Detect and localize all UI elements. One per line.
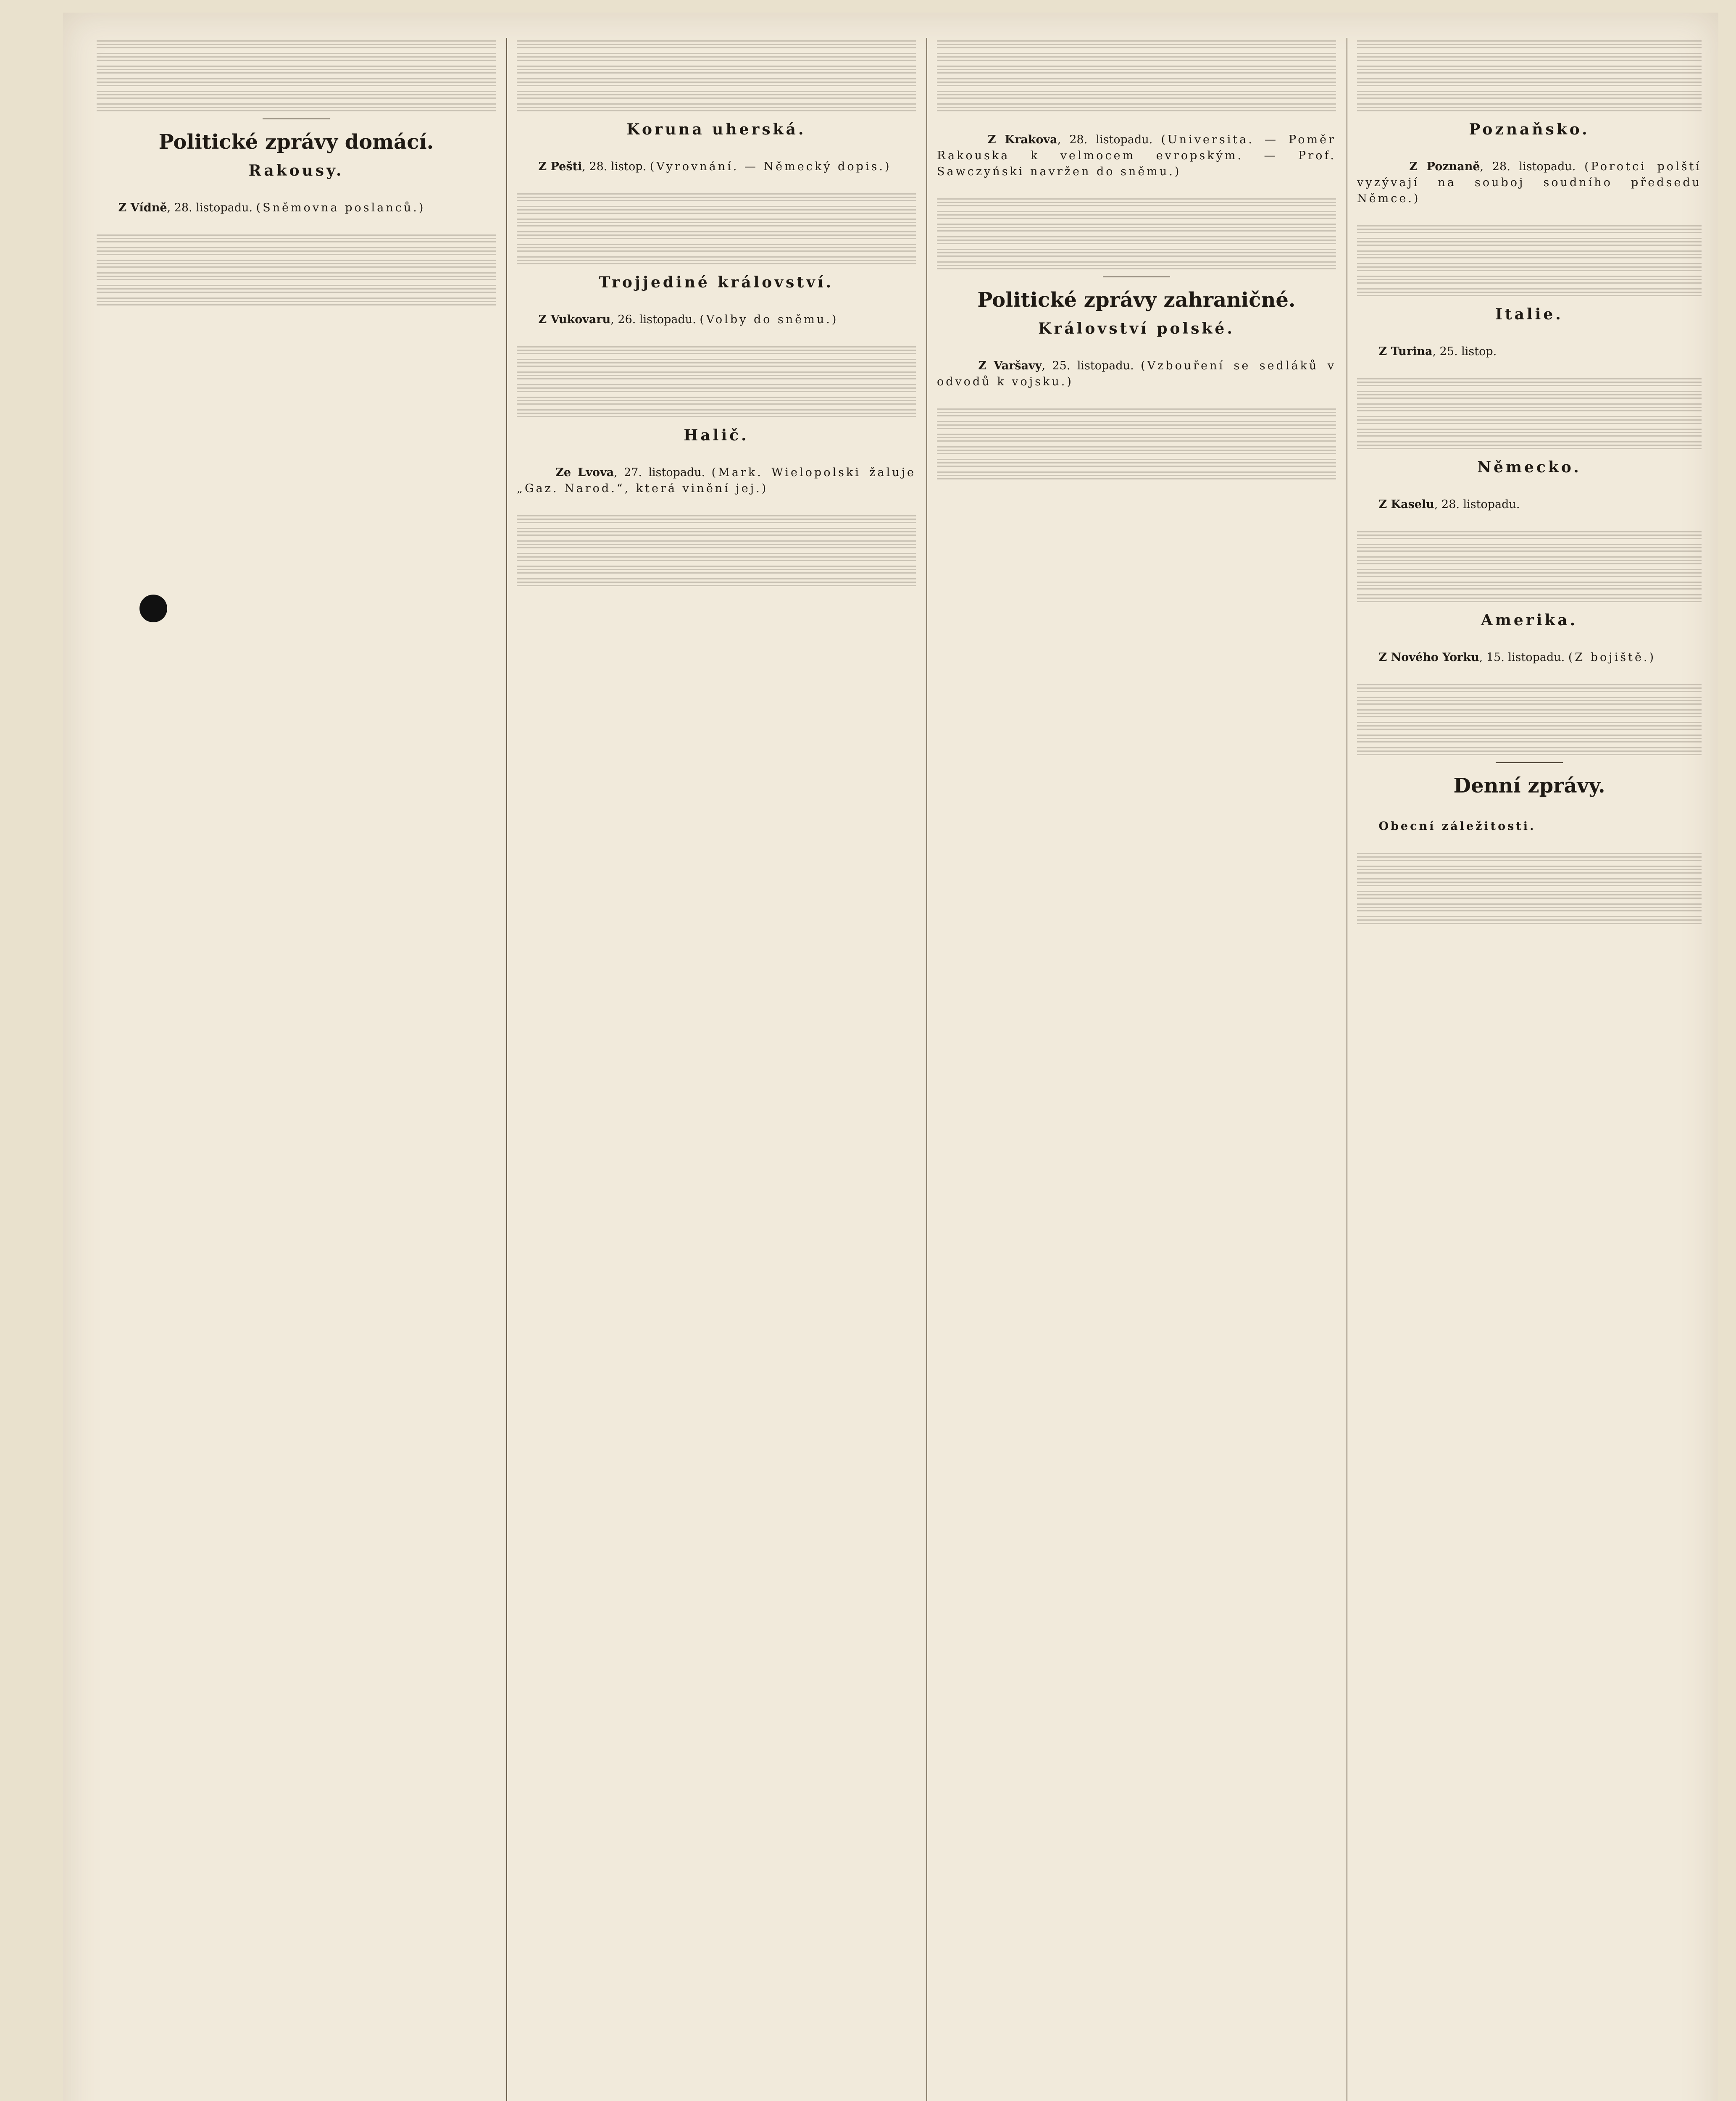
text-placeholder [1357,441,1702,451]
text-placeholder [937,66,1336,76]
text-placeholder [937,459,1336,469]
text-placeholder [517,193,916,203]
dispatch-place: Z Varšavy [978,359,1042,372]
text-placeholder [937,471,1336,482]
dispatch-date: 28. listopadu. [1069,133,1153,146]
text-placeholder [937,91,1336,101]
subsection-title: Koruna uherská. [626,121,806,138]
text-placeholder [97,103,496,113]
text-placeholder [1357,531,1702,541]
text-placeholder [1357,225,1702,235]
dispatch-place: Z Poznaně [1409,160,1480,173]
text-placeholder [1357,916,1702,926]
text-placeholder [1357,91,1702,101]
text-placeholder [517,244,916,254]
subsection-title: Poznaňsko. [1469,121,1590,138]
dispatch-text [937,198,1336,271]
text-placeholder [517,91,916,101]
text-placeholder [937,198,1336,208]
column-1-text [97,40,496,113]
text-placeholder [1357,722,1702,732]
text-placeholder [1357,238,1702,248]
text-placeholder [1357,403,1702,413]
text-placeholder [1357,263,1702,273]
dispatch-topic: (Vyrovnání. — Německý dopis.) [650,160,892,173]
text-placeholder [1357,276,1702,286]
dispatch-lead: Z Vukovaru, 26. listopadu. (Volby do sněmu.) [538,313,839,326]
text-placeholder [937,224,1336,234]
text-placeholder [97,91,496,101]
dispatch-place: Z Kaselu [1378,498,1434,511]
dispatch-place: Z Turina [1378,345,1433,358]
subsection-title: Halič. [684,427,749,444]
text-placeholder [1357,288,1702,298]
section-divider [263,118,330,119]
text-placeholder [1357,878,1702,888]
text-placeholder [937,78,1336,88]
dispatch-topic: (Volby do sněmu.) [700,313,839,326]
dispatch-topic: Obecní záležitosti. [1378,820,1536,833]
dispatch-topic: (Mark. Wielopolski žaluje „Gaz. Narod.“, která vinění jej.) [517,466,922,495]
dispatch-topic: (Porotci polští vyzývají na souboj soudního předsedu Němce.) [1357,160,1707,205]
text-placeholder [517,566,916,576]
column-4-text [1357,40,1702,113]
subsection-title: Německo. [1477,458,1581,476]
text-placeholder [937,434,1336,444]
subsection-title: Trojjediné království. [599,274,834,291]
text-placeholder [97,298,496,308]
dispatch-date: 15. listopadu. [1486,651,1565,664]
dispatch-topic: (Sněmovna poslanců.) [256,201,426,214]
text-placeholder [517,359,916,369]
text-placeholder [97,66,496,76]
text-placeholder [1357,684,1702,694]
text-placeholder [517,384,916,394]
text-placeholder [517,346,916,356]
column-2-text [517,40,916,113]
text-placeholder [517,231,916,241]
text-placeholder [1357,582,1702,592]
text-placeholder [1357,103,1702,113]
text-placeholder [517,409,916,419]
text-placeholder [937,421,1336,431]
text-placeholder [97,40,496,50]
text-placeholder [517,53,916,63]
column-1 [97,38,496,2101]
dispatch-date: 28. listop. [589,160,647,173]
text-placeholder [1357,378,1702,388]
text-placeholder [1357,416,1702,426]
dispatch-date: 28. listopadu. [1441,498,1520,511]
dispatch-text [517,193,916,266]
dispatch-text [1357,684,1702,757]
dispatch-place: Z Vukovaru [538,313,611,326]
column-rule [926,38,927,2101]
newspaper-page [63,13,1718,2101]
section-title: Politické zprávy domácí. [158,130,434,154]
column-4 [1357,38,1707,2101]
text-placeholder [517,371,916,382]
subsection-title: Italie. [1495,305,1563,323]
dispatch-lead [1357,803,1702,850]
dispatch-date: 27. listopadu. [624,466,705,479]
text-placeholder [1357,250,1702,261]
text-placeholder [97,285,496,295]
dispatch-place: Z Krakova [987,133,1057,146]
text-placeholder [937,211,1336,221]
text-placeholder [1357,866,1702,876]
text-placeholder [937,408,1336,419]
text-placeholder [937,236,1336,246]
text-placeholder [937,40,1336,50]
text-placeholder [517,219,916,229]
subsection-title: Království polské. [1038,320,1235,337]
text-placeholder [1357,747,1702,757]
section-title: Denní zprávy. [1453,774,1605,798]
text-placeholder [517,397,916,407]
text-placeholder [97,272,496,282]
text-placeholder [97,247,496,257]
dispatch-topic: (Universita. — Poměr Rakouska k velmocem evropským. — Prof. Sawczyński navržen do sněmu.) [937,133,1342,178]
text-placeholder [517,78,916,88]
text-placeholder [1357,891,1702,901]
dispatch-text [1357,225,1702,298]
text-placeholder [1357,544,1702,554]
text-placeholder [97,53,496,63]
dispatch-text [517,515,916,588]
text-placeholder [1357,556,1702,566]
text-placeholder [517,540,916,550]
text-placeholder [1357,853,1702,863]
subsection-title: Rakousy. [248,162,344,179]
column-3-text [937,40,1336,113]
text-placeholder [937,249,1336,259]
dispatch-topic: (Vzbouření se sedláků v odvodů k vojsku.) [937,359,1342,388]
text-placeholder [517,206,916,216]
text-placeholder [1357,594,1702,604]
dispatch-text [1357,853,1702,926]
dispatch-text [1357,378,1702,451]
text-placeholder [1357,78,1702,88]
dispatch-text [97,234,496,308]
dispatch-place: Ze Lvova [555,466,614,479]
text-placeholder [517,66,916,76]
dispatch-date: 28. listopadu. [174,201,253,214]
text-placeholder [517,553,916,563]
text-placeholder [937,446,1336,456]
text-placeholder [937,261,1336,271]
dispatch-text [1357,531,1702,604]
text-placeholder [517,40,916,50]
text-placeholder [1357,709,1702,719]
column-2 [517,38,922,2101]
text-placeholder [517,515,916,525]
text-placeholder [1357,569,1702,579]
dispatch-text [517,346,916,419]
text-placeholder [1357,903,1702,914]
dispatch-lead: Z Poznaně, 28. listopadu. (Porotci polští vyzývají na souboj soudního předsedu Němce.) [1357,160,1707,205]
text-placeholder [1357,697,1702,707]
dispatch-text [937,408,1336,482]
dispatch-lead: Z Pešti, 28. listop. (Vyrovnání. — Německý dopis.) [538,160,892,173]
column-3 [937,38,1342,2101]
dispatch-topic: (Z bojiště.) [1568,651,1656,664]
dispatch-date: 25. listop. [1439,345,1497,358]
text-placeholder [1357,66,1702,76]
section-divider [1496,762,1563,763]
section-title: Politické zprávy zahraničné. [977,288,1296,312]
text-placeholder [1357,735,1702,745]
dispatch-lead: Ze Lvova, 27. listopadu. (Mark. Wielopolski žaluje „Gaz. Narod.“, která vinění jej.) [517,466,922,495]
subsection-title: Amerika. [1481,611,1578,629]
text-placeholder [1357,40,1702,50]
dispatch-lead: Z Kaselu, 28. listopadu. [1378,498,1520,511]
text-placeholder [517,256,916,266]
dispatch-place: Z Vídně [118,201,167,214]
dispatch-date: 28. listopadu. [1492,160,1576,173]
text-placeholder [517,578,916,588]
text-placeholder [1357,53,1702,63]
text-placeholder [937,103,1336,113]
text-placeholder [937,53,1336,63]
section-divider [1103,276,1170,277]
text-placeholder [517,528,916,538]
dispatch-lead: Z Varšavy, 25. listopadu. (Vzbouření se sedláků v odvodů k vojsku.) [937,359,1342,388]
text-placeholder [97,234,496,245]
dispatch-lead: Z Turina, 25. listop. [1378,345,1497,358]
column-rule [506,38,507,2101]
text-placeholder [97,78,496,88]
dispatch-lead: Z Nového Yorku, 15. listopadu. (Z bojiště.) [1378,651,1656,664]
dispatch-date: 26. listopadu. [618,313,696,326]
text-placeholder [517,103,916,113]
dispatch-place: Z Pešti [538,160,582,173]
text-placeholder [1357,429,1702,439]
dispatch-lead: Z Krakova, 28. listopadu. (Universita. — Poměr Rakouska k velmocem evropským. — Prof. Sawczyński navržen do sněmu.) [937,133,1342,178]
text-placeholder [97,260,496,270]
text-placeholder [1357,391,1702,401]
dispatch-lead: Z Vídně, 28. listopadu. (Sněmovna poslanců.) [118,201,426,214]
dispatch-date: 25. listopadu. [1052,359,1134,372]
dispatch-place: Z Nového Yorku [1378,651,1479,664]
